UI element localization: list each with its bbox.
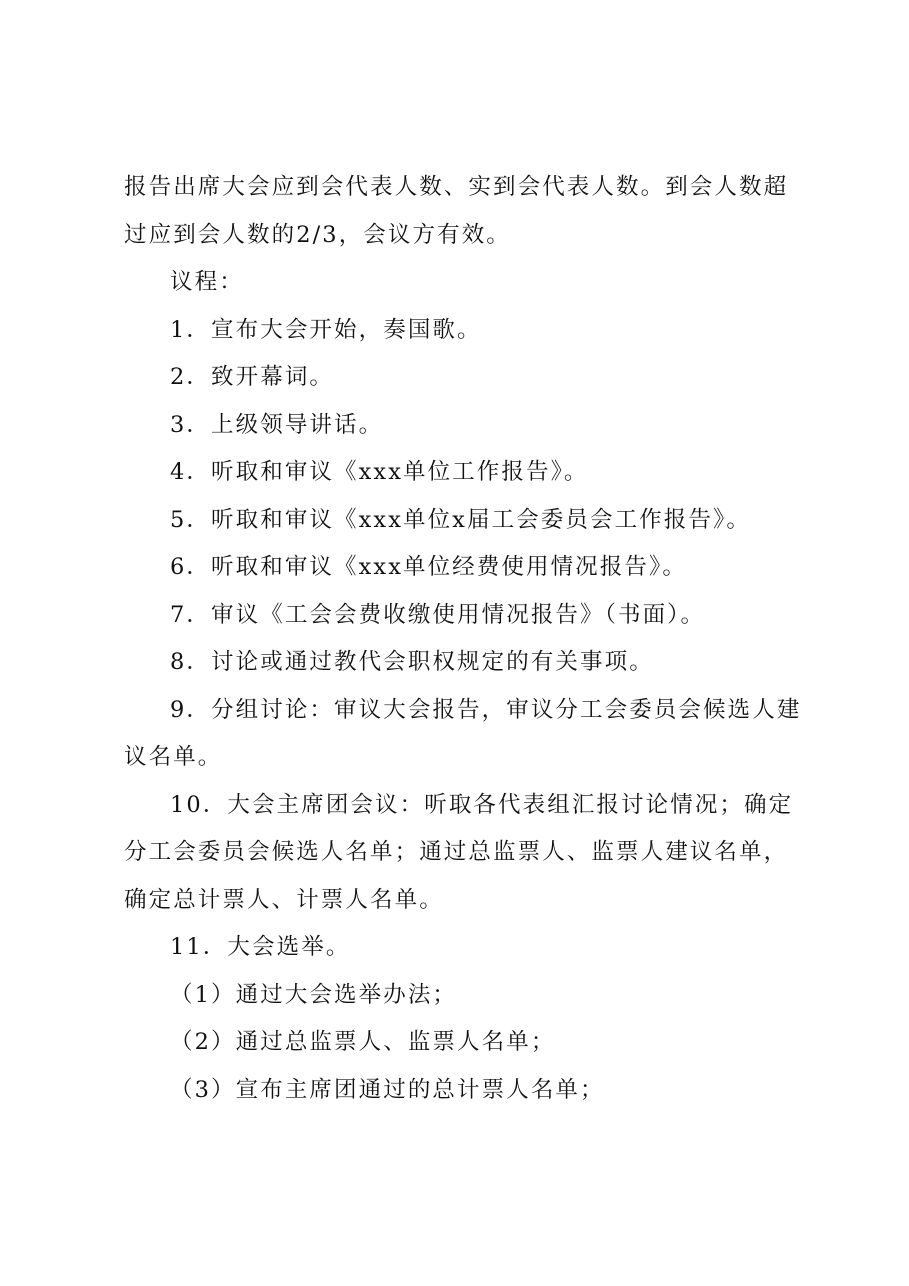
agenda-item-9-cont: 议名单。 [124, 744, 223, 770]
agenda-item-8: 8．讨论或通过教代会职权规定的有关事项。 [170, 649, 654, 675]
agenda-item-2: 2．致开幕词。 [170, 364, 335, 390]
agenda-item-10-cont: 分工会委员会候选人名单；通过总监票人、监票人建议名单， [124, 839, 789, 865]
sub-item-2: （2）通过总监票人、监票人名单； [170, 1029, 556, 1055]
agenda-heading: 议程： [170, 269, 244, 295]
agenda-item-6: 6．听取和审议《xxx单位经费使用情况报告》。 [170, 554, 687, 580]
sub-item-3: （3）宣布主席团通过的总计票人名单； [170, 1077, 605, 1103]
agenda-item-4: 4．听取和审议《xxx单位工作报告》。 [170, 459, 589, 485]
agenda-item-10: 10．大会主席团会议：听取各代表组汇报讨论情况；确定 [170, 792, 794, 818]
agenda-item-9: 9．分组讨论：审议大会报告，审议分工会委员会候选人建 [170, 697, 802, 723]
agenda-item-10-cont: 确定总计票人、计票人名单。 [124, 887, 444, 913]
agenda-item-11: 11．大会选举。 [170, 934, 351, 960]
sub-item-1: （1）通过大会选举办法； [170, 982, 458, 1008]
agenda-item-5: 5．听取和审议《xxx单位x届工会委员会工作报告》。 [170, 507, 751, 533]
paragraph-line: 报告出席大会应到会代表人数、实到会代表人数。到会人数超 [124, 174, 789, 200]
paragraph-line: 过应到会人数的2/3，会议方有效。 [124, 222, 511, 248]
agenda-item-7: 7．审议《工会会费收缴使用情况报告》（书面）。 [170, 602, 706, 628]
agenda-item-3: 3．上级领导讲话。 [170, 412, 384, 438]
agenda-item-1: 1．宣布大会开始，奏国歌。 [170, 317, 482, 343]
